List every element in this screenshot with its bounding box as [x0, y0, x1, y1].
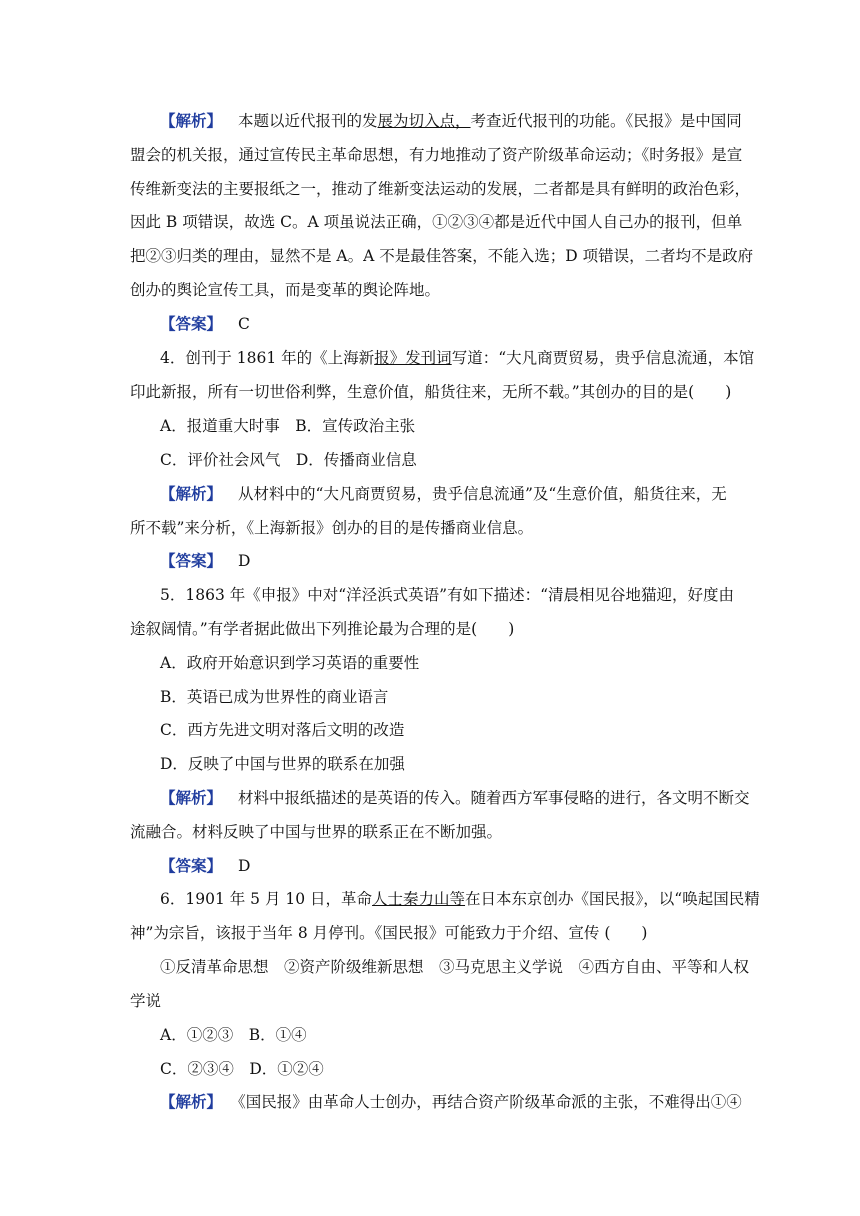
analysis-line: 【解析】 材料中报纸描述的是英语的传入。随着西方军事侵略的进行，各文明不断交 [160, 788, 750, 807]
option-line: C．评价社会风气 D．传播商业信息 [160, 451, 417, 469]
option-line: B．英语已成为世界性的商业语言 [160, 688, 389, 706]
option-line: C．西方先进文明对落后文明的改造 [160, 721, 405, 739]
analysis-line: 【解析】 《国民报》由革命人士创办，再结合资产阶级革命派的主张，不难得出①④ [160, 1092, 742, 1111]
statement-line: ①反清革命思想 ②资产阶级维新思想 ③马克思主义学说 ④西方自由、平等和人权 [160, 958, 750, 976]
answer-value: D [238, 857, 251, 875]
answer-line [160, 550, 760, 572]
option-line: A．报道重大时事 B．宣传政治主张 [160, 417, 416, 435]
question-4-line: 4．创刊于 1861 年的《上海新报》发刊词写道：“大凡商贾贸易，贵乎信息流通，本馆 [160, 349, 755, 367]
analysis-tag: 【解析】 [160, 111, 223, 130]
answer-line [160, 313, 760, 335]
analysis-tag: 【解析】 [160, 1092, 223, 1111]
answer-tag: 【答案】 [160, 314, 223, 333]
question-5-line: 5．1863 年《申报》中对“洋泾浜式英语”有如下描述：“清晨相见谷地猫迎，好度由 [160, 586, 735, 604]
option-line: A．政府开始意识到学习英语的重要性 [160, 654, 420, 672]
statement-line: 学说 [130, 992, 162, 1010]
analysis-line: 【解析】 本题以近代报刊的发展为切入点，考查近代报刊的功能。《民报》是中国同 [160, 111, 742, 130]
option-line: C．②③④ D．①②④ [160, 1060, 324, 1078]
question-6-line: 6．1901 年 5 月 10 日，革命人士秦力山等在日本东京创办《国民报》，以“唤起国民精 [160, 890, 760, 908]
answer-value: D [238, 552, 251, 570]
analysis-line: 【解析】 从材料中的“大凡商贾贸易，贵乎信息流通”及“生意价值，船货往来，无 [160, 484, 727, 503]
analysis-tag: 【解析】 [160, 484, 223, 503]
text-line: 途叙阔情。”有学者据此做出下列推论最为合理的是( ) [130, 620, 515, 638]
option-line: A．①②③ B．①④ [160, 1026, 307, 1044]
text-line: 神”为宗旨，该报于当年 8 月停刊。《国民报》可能致力于介绍、宣传 ( ) [130, 924, 648, 942]
answer-value: C [238, 315, 250, 333]
text-line: 把②③归类的理由，显然不是 A。A 不是最佳答案，不能入选；D 项错误，二者均不是政府 [130, 247, 754, 265]
text-line: 传维新变法的主要报纸之一，推动了维新变法运动的发展，二者都是具有鲜明的政治色彩， [130, 180, 751, 198]
text-line: 印此新报，所有一切世俗利弊，生意价值，船货往来，无所不载。”其创办的目的是( ) [130, 383, 732, 401]
text-line: 流融合。材料反映了中国与世界的联系正在不断加强。 [130, 823, 503, 841]
option-line: D．反映了中国与世界的联系在加强 [160, 755, 405, 773]
answer-line [160, 855, 760, 877]
answer-tag: 【答案】 [160, 551, 223, 570]
text-line: 所不载”来分析，《上海新报》创办的目的是传播商业信息。 [130, 519, 534, 537]
text-line: 因此 B 项错误，故选 C。A 项虽说法正确，①②③④都是近代中国人自己办的报刊，但单 [130, 213, 743, 231]
text-line: 创办的舆论宣传工具，而是变革的舆论阵地。 [130, 281, 441, 299]
analysis-tag: 【解析】 [160, 788, 223, 807]
text-line: 盟会的机关报，通过宣传民主革命思想，有力地推动了资产阶级革命运动；《时务报》是宣 [130, 146, 743, 164]
answer-tag: 【答案】 [160, 856, 223, 875]
